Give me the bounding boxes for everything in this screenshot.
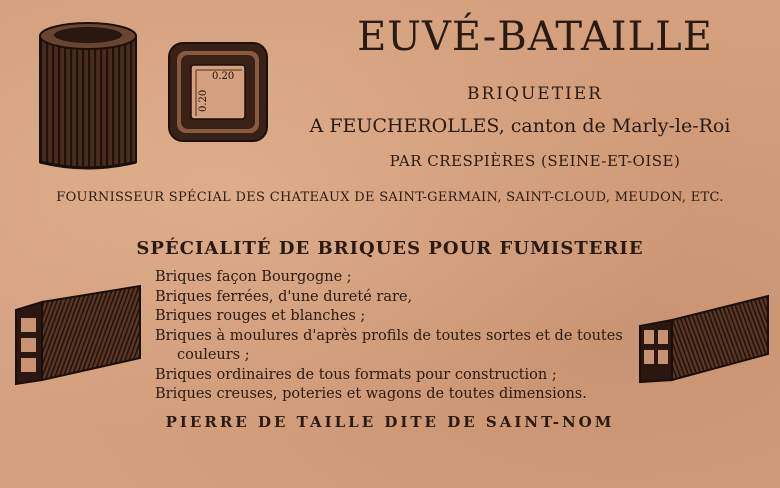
specialty-heading: SPÉCIALITÉ DE BRIQUES POUR FUMISTERIE: [136, 238, 644, 259]
product-item: Briques ordinaires de tous formats pour construction ;: [155, 366, 557, 383]
trade-title: BRIQUETIER: [467, 84, 603, 104]
hollow-brick-left-illustration: [12, 282, 146, 388]
product-item: Briques façon Bourgogne ;: [155, 269, 352, 285]
dim-height-label: 0.20: [198, 89, 209, 112]
product-item-continuation: couleurs ;: [177, 347, 250, 363]
product-item: Briques rouges et blanches ;: [155, 308, 366, 324]
dim-width-label: 0.20: [212, 71, 235, 82]
stone-line: PIERRE DE TAILLE DITE DE SAINT-NOM: [165, 413, 615, 431]
product-item: Briques ferrées, d'une dureté rare,: [155, 288, 413, 305]
product-item: Briques creuses, poteries et wagons de toutes dimensions.: [155, 386, 587, 402]
product-item: Briques à moulures d'après profils de toutes sortes et de toutes: [155, 327, 623, 344]
location-line: A FEUCHEROLLES, canton de Marly-le-Roi: [309, 115, 731, 137]
postal-route-line: PAR CRESPIÈRES (SEINE-ET-OISE): [389, 152, 681, 170]
flue-pipe-illustration: [34, 14, 142, 176]
company-name: EUVÉ-BATAILLE: [357, 14, 713, 60]
hollow-brick-right-illustration: [636, 292, 772, 384]
supplier-line: FOURNISSEUR SPÉCIAL DES CHATEAUX DE SAINT-GERMAIN, SAINT-CLOUD, MEUDON, ETC.: [56, 190, 724, 205]
flue-section-illustration: [166, 40, 270, 144]
product-list: [155, 268, 623, 405]
